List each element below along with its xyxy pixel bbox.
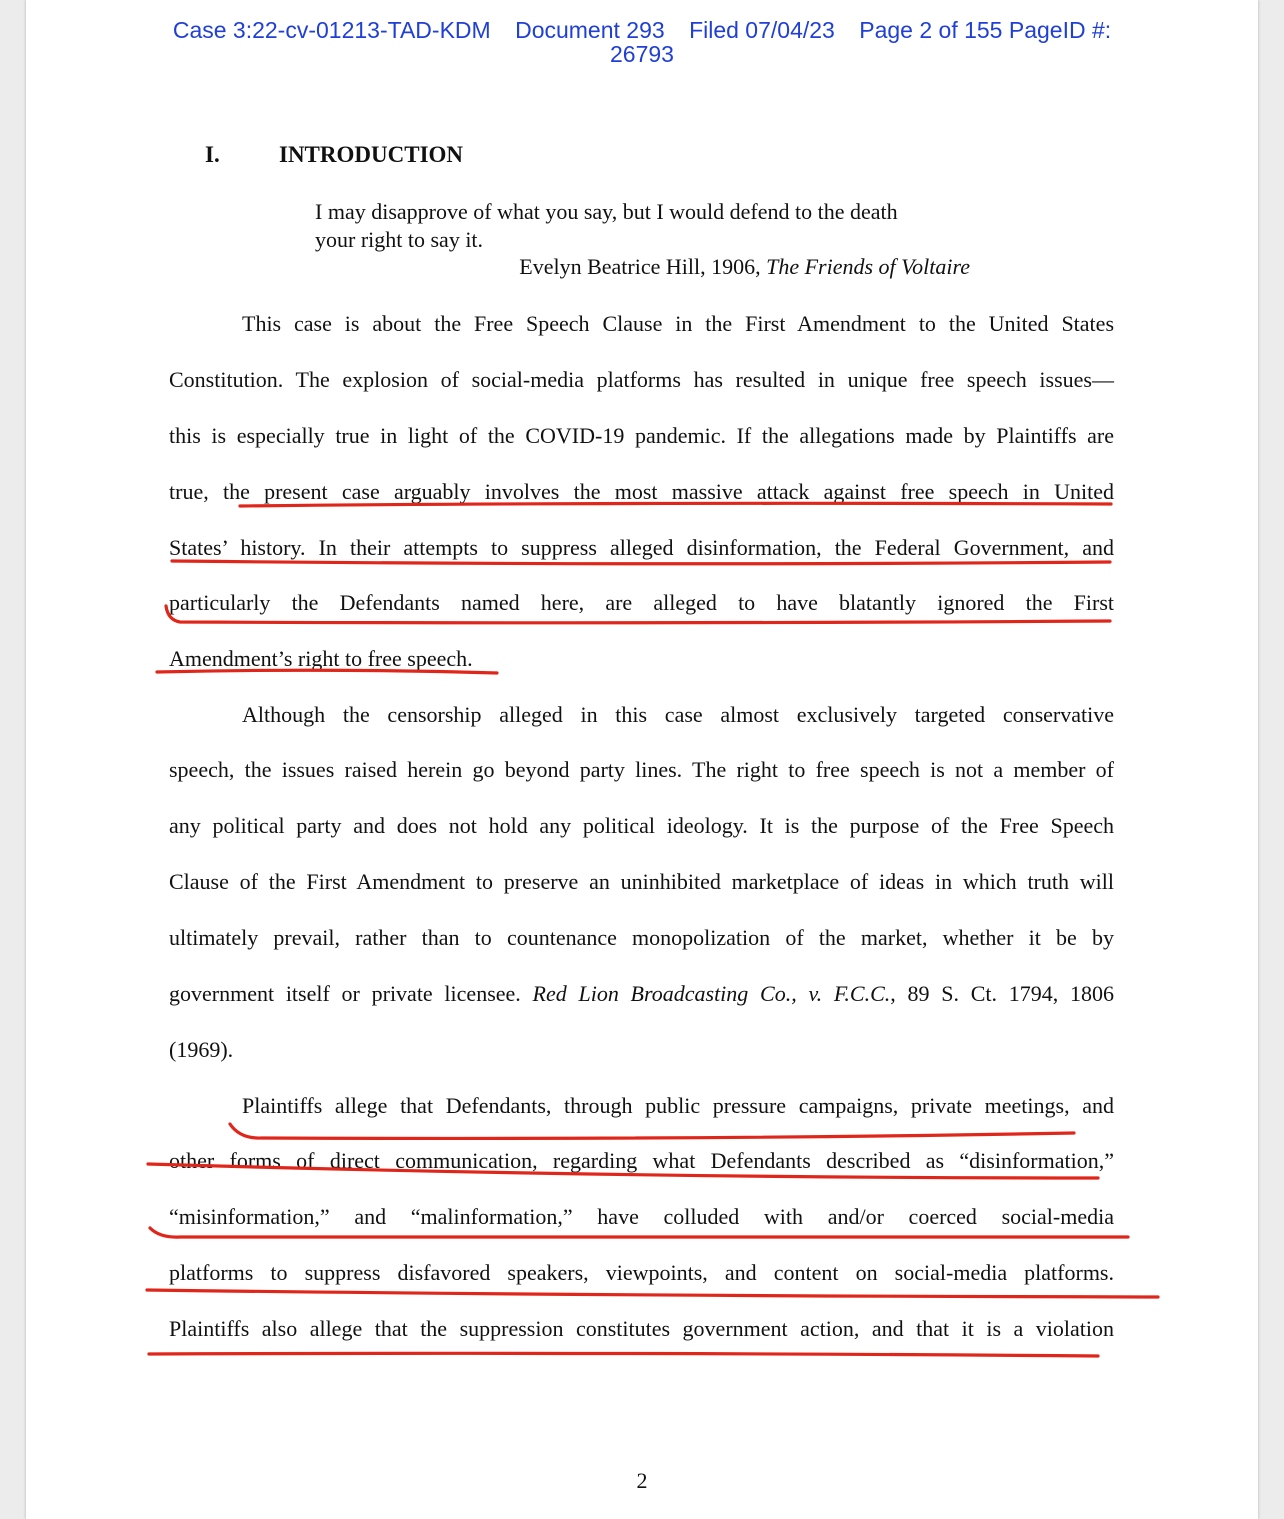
paragraph-line: States’ history. In their attempts to suppress alleged disinformation, the Federal Government, and	[169, 535, 1114, 560]
epigraph-work: The Friends of Voltaire	[766, 254, 970, 279]
paragraph-line: Although the censorship alleged in this case almost exclusively targeted conservative	[242, 702, 1114, 727]
underline-mark	[157, 670, 497, 673]
citation-text: government itself or private licensee.	[169, 981, 533, 1006]
case-number: Case 3:22-cv-01213-TAD-KDM	[172, 17, 491, 43]
epigraph-author: Evelyn Beatrice Hill, 1906,	[519, 254, 761, 279]
section-title: INTRODUCTION	[279, 142, 464, 167]
page-id: 26793	[610, 41, 674, 67]
paragraph-line: platforms to suppress disfavored speakers, viewpoints, and content on social-media platforms.	[169, 1260, 1114, 1285]
section-number: I.	[205, 142, 220, 167]
paragraph-line: true, the present case arguably involves the most massive attack against free speech in United	[169, 479, 1114, 504]
paragraph-line: This case is about the Free Speech Clause in the First Amendment to the United States	[242, 311, 1114, 336]
paragraph-line: Clause of the First Amendment to preserve an uninhibited marketplace of ideas in which truth will	[169, 869, 1114, 894]
citation-reporter: , 89 S. Ct. 1794, 1806	[890, 981, 1115, 1006]
epigraph-line-2: your right to say it.	[315, 227, 484, 252]
underline-mark	[240, 503, 1111, 506]
underline-mark	[166, 606, 1110, 623]
paragraph-line: this is especially true in light of the COVID-19 pandemic. If the allegations made by Plaintiffs are	[169, 423, 1114, 448]
underline-mark	[148, 1164, 1098, 1178]
document-number: Document 293	[515, 17, 665, 43]
paragraph-line: ultimately prevail, rather than to countenance monopolization of the market, whether it be by	[169, 925, 1114, 950]
paragraph-line: Constitution. The explosion of social-media platforms has resulted in unique free speech issues—	[169, 367, 1114, 392]
epigraph-line-1: I may disapprove of what you say, but I would defend to the death	[315, 199, 898, 224]
underline-mark	[147, 1290, 1158, 1297]
underline-mark	[230, 1124, 1074, 1138]
paragraph-line: any political party and does not hold any political ideology. It is the purpose of the Free Speech	[169, 813, 1114, 838]
paragraph-line: “misinformation,” and “malinformation,” have colluded with and/or coerced social-media	[169, 1204, 1114, 1229]
paragraph-line: speech, the issues raised herein go beyond party lines. The right to free speech is not a member of	[169, 757, 1114, 782]
filed-date: Filed 07/04/23	[689, 17, 835, 43]
underline-mark	[172, 561, 1110, 564]
paragraph-line: Plaintiffs allege that Defendants, through public pressure campaigns, private meetings, and	[242, 1093, 1114, 1118]
paragraph-line: Plaintiffs also allege that the suppression constitutes government action, and that it is a violation	[169, 1316, 1114, 1341]
paragraph-line: Amendment’s right to free speech.	[169, 646, 473, 671]
case-citation: Red Lion Broadcasting Co., v. F.C.C.	[532, 981, 891, 1006]
page-number: 2	[636, 1468, 648, 1493]
underline-mark	[149, 1353, 1098, 1356]
page-info: Page 2 of 155 PageID #:	[859, 17, 1112, 43]
paragraph-line: (1969).	[169, 1037, 234, 1062]
paragraph-line: particularly the Defendants named here, are alleged to have blatantly ignored the First	[169, 590, 1114, 615]
paragraph-line: other forms of direct communication, regarding what Defendants described as “disinformation,”	[169, 1148, 1114, 1173]
underline-mark	[150, 1228, 1128, 1238]
